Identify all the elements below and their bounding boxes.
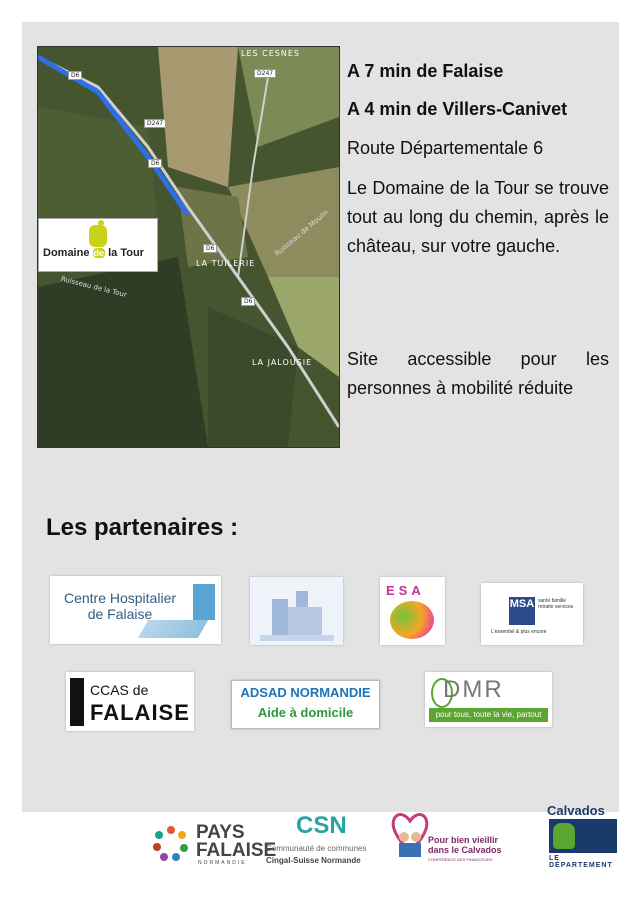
domaine-logo-de: de — [93, 248, 105, 258]
partners-heading: Les partenaires : — [46, 514, 239, 541]
pbv-logo-line3: CONFÉRENCE DES FINANCEURS — [428, 857, 493, 862]
pays-logo-line2: FALAISE — [196, 840, 277, 861]
pays-logo-line3: NORMANDIE — [198, 860, 247, 866]
pays-logo-line1: PAYS — [196, 822, 245, 843]
msa-logo-slogan: L'essentiel & plus encore — [491, 629, 547, 635]
location-map — [37, 46, 340, 448]
apple-icon — [553, 823, 575, 849]
cc-logo-line2: Cingal-Suisse Normande — [266, 856, 361, 865]
centre-hospitalier-logo — [50, 576, 221, 644]
adsad-logo-line1: ADSAD NORMANDIE — [240, 685, 371, 700]
chf-logo-streak — [138, 620, 208, 638]
pays-de-falaise-logo — [152, 822, 277, 868]
road-tag: D247 — [144, 119, 166, 128]
ccas-logo-line2: FALAISE — [90, 700, 190, 725]
accessibility-text: Site accessible pour les personnes à mobilité réduite — [347, 349, 609, 398]
csn-logo-mark: CSN — [296, 812, 347, 839]
esa-logo — [380, 577, 445, 645]
cc-logo-line1: Communauté de communes — [266, 844, 367, 853]
calvados-logo — [545, 803, 623, 869]
ccas-falaise-logo — [66, 672, 194, 731]
adsad-normandie-logo — [231, 680, 380, 729]
cingal-suisse-normande-logo — [264, 812, 374, 870]
chf-logo-text: Centre Hospitalier de Falaise — [63, 590, 177, 622]
road-tag: D247 — [254, 69, 276, 78]
domaine-logo-icon — [39, 219, 157, 271]
map-label-les-cesnes: LES CESNES — [241, 49, 300, 58]
route-name: Route Départementale 6 — [347, 138, 544, 158]
map-label-la-tuilerie: LA TUILERIE — [196, 259, 256, 268]
road-tag: D6 — [203, 244, 217, 253]
domaine-logo — [38, 218, 158, 272]
calvados-logo-mark — [549, 819, 617, 853]
calvados-logo-sub: LE DÉPARTEMENT — [549, 855, 613, 869]
admr-logo — [425, 672, 552, 727]
pour-bien-vieillir-logo — [388, 805, 508, 865]
domaine-logo-word: la Tour — [108, 247, 144, 259]
calvados-logo-name: Calvados — [547, 803, 605, 818]
admr-logo-slogan: pour tous, toute la vie, partout — [429, 708, 548, 722]
map-label-stream: Ruisseau de Moulin — [273, 208, 331, 258]
msa-logo-mark: MSA — [509, 597, 535, 625]
admr-logo-name: DMR — [443, 676, 504, 703]
pbv-logo-line1-a: Pour bien vieillir — [428, 835, 499, 845]
msa-logo — [481, 583, 583, 645]
road-tag: D6 — [148, 159, 162, 168]
adsad-logo-line2: Aide à domicile — [257, 705, 354, 720]
domaine-logo-word: Domaine — [43, 247, 90, 259]
ccas-logo-mark — [70, 678, 84, 726]
heart-icon — [390, 807, 430, 863]
msa-logo-lines: santé famille retraite services — [538, 598, 574, 610]
esa-logo-text: ESA — [386, 583, 425, 598]
map-label-la-jalousie: LA JALOUSIE — [252, 358, 313, 367]
pbv-logo-line1-b: dans le Calvados — [428, 845, 502, 855]
road-tag: D6 — [241, 297, 255, 306]
ccas-logo-line1: CCAS de — [90, 682, 149, 698]
pays-logo-ring-icon — [152, 824, 190, 862]
chf-logo-mark — [193, 584, 215, 620]
directions-text: Le Domaine de la Tour se trouve tout au long du chemin, après le château, sur votre gauche. — [347, 178, 609, 256]
castle-logo — [250, 577, 343, 645]
travel-time-falaise: A 7 min de Falaise — [347, 61, 504, 81]
castle-icon — [250, 577, 343, 645]
tree-icon — [390, 601, 434, 639]
road-tag: D6 — [68, 71, 82, 80]
map-label-stream: Ruisseau de la Tour — [60, 274, 128, 300]
pbv-logo-line1 — [428, 835, 502, 855]
travel-time-villers: A 4 min de Villers-Canivet — [347, 99, 568, 119]
